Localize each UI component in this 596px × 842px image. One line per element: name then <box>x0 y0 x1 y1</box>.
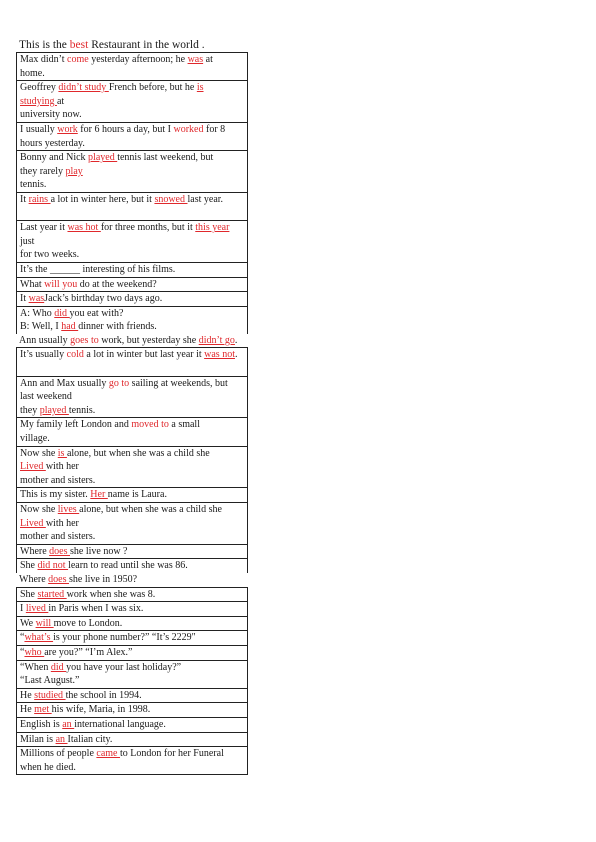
sentence-text: Where <box>20 545 50 557</box>
answer-text: was hot <box>67 222 101 234</box>
answer-text: did <box>54 307 70 319</box>
exercise-row <box>17 377 247 419</box>
sentence-line <box>20 278 245 292</box>
answer-text: was <box>28 293 45 305</box>
answer-text: didn’t study <box>58 82 109 94</box>
answer-text: did <box>50 661 67 673</box>
sentence-text: . <box>234 349 238 361</box>
sentence-line <box>20 95 245 109</box>
sentence-text: for three months, but it <box>100 222 196 234</box>
sentence-text: English is <box>20 718 63 730</box>
exercise-list <box>16 52 248 775</box>
sentence-line <box>20 320 245 334</box>
sentence-text: learn to read until she was 86. <box>68 560 188 572</box>
answer-text: come <box>67 54 89 65</box>
sentence-text: home. <box>20 67 45 79</box>
exercise-row <box>17 278 247 293</box>
sentence-text: move to London. <box>53 617 123 629</box>
answer-text: goes to <box>70 334 99 346</box>
sentence-line <box>20 718 245 732</box>
sentence-text: his wife, Maria, in 1998. <box>51 704 151 716</box>
sentence-text: She <box>20 588 38 600</box>
exercise-table <box>16 587 248 776</box>
sentence-line <box>20 689 245 703</box>
sentence-text: It’s usually <box>20 349 67 361</box>
sentence-text: is your phone number?” “It’s 2229" <box>53 632 196 644</box>
answer-text: was not <box>204 349 235 361</box>
answer-text: an <box>55 733 68 745</box>
sentence-text: What <box>20 278 45 290</box>
sentence-text: just <box>20 235 35 247</box>
exercise-row <box>17 348 247 376</box>
exercise-row <box>17 307 247 334</box>
exercise-table <box>16 347 248 573</box>
exercise-row <box>17 503 247 545</box>
sentence-text: hours yesterday. <box>20 137 85 149</box>
sentence-line <box>20 307 245 321</box>
sentence-line <box>20 263 245 277</box>
exercise-row <box>17 661 247 689</box>
sentence-text: He <box>20 689 35 701</box>
exercise-row <box>17 718 247 733</box>
sentence-text: tennis last weekend, but <box>117 152 214 164</box>
sentence-text: with her <box>45 517 79 529</box>
sentence-line <box>20 348 245 362</box>
sentence-line <box>20 747 245 761</box>
sentence-text: for 8 <box>203 123 226 135</box>
answer-text: played <box>88 152 118 164</box>
exercise-row <box>17 747 247 774</box>
sentence-line <box>20 123 245 137</box>
answer-text: Her <box>90 489 108 501</box>
sentence-text: dinner with friends. <box>78 321 157 333</box>
answer-text: worked <box>173 123 204 135</box>
exercise-row <box>17 447 247 489</box>
sentence-text: do at the weekend? <box>77 278 157 290</box>
sentence-text: in Paris when I was six. <box>48 603 144 615</box>
exercise-row <box>17 559 247 573</box>
sentence-text: . <box>234 334 238 346</box>
sentence-text: Milan is <box>20 733 56 745</box>
exercise-row <box>17 588 247 603</box>
exercise-line <box>16 573 248 587</box>
answer-text: came <box>96 748 120 760</box>
sentence-text: “ <box>20 646 25 658</box>
sentence-line <box>20 517 245 531</box>
sentence-line <box>20 432 245 446</box>
sentence-text: Last year it <box>20 222 68 234</box>
sentence-text: B: Well, I <box>20 321 62 333</box>
sentence-text: Ann usually <box>19 334 71 346</box>
answer-text: lived <box>25 603 49 615</box>
sentence-line <box>20 488 245 502</box>
answer-text: studying <box>20 95 57 107</box>
sentence-line <box>19 573 246 587</box>
sentence-text: tennis. <box>68 404 96 416</box>
answer-text: will <box>35 617 54 629</box>
answer-text: Lived <box>20 517 46 529</box>
exercise-row <box>17 418 247 446</box>
sentence-text: Ann and Max usually <box>20 377 109 389</box>
sentence-line <box>20 474 245 488</box>
sentence-text: French before, but he <box>108 82 197 94</box>
sentence-text: a lot in winter but last year it <box>83 349 205 361</box>
exercise-row <box>17 733 247 748</box>
sentence-text: a small <box>168 419 200 431</box>
sentence-line <box>20 418 245 432</box>
sentence-text: at <box>56 95 65 107</box>
sentence-text: I <box>20 603 26 615</box>
answer-text: played <box>39 404 69 416</box>
sentence-line <box>20 733 245 747</box>
answer-text: is <box>196 82 204 94</box>
blank-line <box>20 362 245 376</box>
sentence-text: tennis. <box>20 179 47 191</box>
sentence-text: they <box>20 404 40 416</box>
exercise-row <box>17 631 247 646</box>
sentence-text: you eat with? <box>69 307 124 319</box>
sentence-line <box>20 661 245 675</box>
sentence-text: Millions of people <box>20 748 97 760</box>
sentence-text: mother and sisters. <box>20 474 96 486</box>
sentence-text: international language. <box>74 718 166 730</box>
exercise-row <box>17 81 247 123</box>
sentence-line <box>20 545 245 559</box>
answer-text: go to <box>108 377 130 389</box>
sentence-line <box>20 81 245 95</box>
sentence-text: sailing at weekends, but <box>129 377 228 389</box>
sentence-text: to London for her Funeral <box>119 748 224 760</box>
sentence-line <box>19 334 246 348</box>
sentence-text: the school in 1994. <box>65 689 142 701</box>
sentence-text: last year. <box>187 193 224 205</box>
sentence-line <box>20 221 245 235</box>
sentence-line <box>20 377 245 391</box>
sentence-line <box>20 108 245 122</box>
exercise-row <box>17 646 247 661</box>
answer-text: was <box>187 54 204 65</box>
answer-text: an <box>62 718 75 730</box>
sentence-text: Now she <box>20 504 58 515</box>
sentence-line <box>20 674 245 688</box>
sentence-text: It’s the ______ interesting of his films. <box>20 263 176 275</box>
answer-text: snowed <box>154 193 188 205</box>
sentence-line <box>20 646 245 660</box>
answer-text: what’s <box>24 632 54 644</box>
sentence-text: alone, but when she was a child she <box>79 504 222 515</box>
answer-text: studied <box>34 689 66 701</box>
sentence-text: “Last August.” <box>20 675 80 687</box>
exercise-row <box>17 602 247 617</box>
sentence-text: are you?” “I’m Alex.” <box>44 646 133 658</box>
sentence-text: when he died. <box>20 761 76 773</box>
exercise-row <box>17 689 247 704</box>
exercise-row <box>17 53 247 81</box>
sentence-line <box>20 235 245 249</box>
sentence-text: Restaurant in the world . <box>88 39 205 51</box>
sentence-line <box>20 703 245 717</box>
exercise-row <box>17 193 247 221</box>
sentence-text: Geoffrey <box>20 82 59 94</box>
sentence-line <box>20 503 245 517</box>
answer-text: met <box>34 704 52 716</box>
answer-text: had <box>61 321 79 333</box>
sentence-line <box>20 404 245 418</box>
sentence-text: she live in 1950? <box>69 573 138 585</box>
answer-text: play <box>65 165 83 177</box>
answer-text: Lived <box>20 461 46 473</box>
sentence-line <box>20 631 245 645</box>
sentence-text: they rarely <box>20 165 66 177</box>
sentence-text: name is Laura. <box>107 489 167 501</box>
answer-text: will you <box>44 278 78 290</box>
exercise-row <box>17 123 247 151</box>
answer-text: is <box>57 447 67 459</box>
sentence-text: He <box>20 704 35 716</box>
answer-text: this year <box>195 222 230 234</box>
exercise-row <box>17 545 247 560</box>
sentence-text: alone, but when she was a child she <box>66 447 210 459</box>
sentence-line <box>20 617 245 631</box>
sentence-line <box>20 530 245 544</box>
sentence-line <box>20 137 245 151</box>
sentence-text: My family left London and <box>20 419 132 431</box>
sentence-text: a lot in winter here, but it <box>50 193 155 205</box>
sentence-text: A: Who <box>20 307 55 319</box>
sentence-text: “ <box>20 632 25 644</box>
sentence-text: Italian city. <box>67 733 113 745</box>
exercise-row <box>17 263 247 278</box>
sentence-line <box>20 248 245 262</box>
sentence-text: last weekend <box>20 391 72 403</box>
sentence-line <box>20 460 245 474</box>
sentence-line <box>20 193 245 207</box>
sentence-line <box>20 602 245 616</box>
answer-text: does <box>48 573 69 585</box>
sentence-text: Max didn’t <box>20 54 68 65</box>
exercise-row <box>17 292 247 307</box>
blank-line <box>20 207 245 221</box>
answer-text: didn’t go <box>198 334 235 346</box>
sentence-text: She <box>20 560 38 572</box>
answer-text: rains <box>28 193 51 205</box>
exercise-row <box>17 617 247 632</box>
sentence-text: for 6 hours a day, but I <box>77 123 174 135</box>
sentence-text: with her <box>45 461 79 473</box>
sentence-line <box>20 559 245 573</box>
sentence-text: Jack’s birthday two days ago. <box>44 293 163 305</box>
worksheet <box>16 38 248 775</box>
exercise-row <box>17 703 247 718</box>
sentence-text: work when she was 8. <box>66 588 156 600</box>
sentence-text: she live now ? <box>70 545 128 557</box>
sentence-line <box>20 292 245 306</box>
sentence-text: university now. <box>20 109 82 121</box>
sentence-text: Where <box>19 573 49 585</box>
answer-text: who <box>24 646 45 658</box>
worksheet-title <box>16 38 248 52</box>
answer-text: lives <box>57 504 80 515</box>
sentence-text: “When <box>20 661 51 673</box>
answer-text: does <box>49 545 70 557</box>
sentence-text: village. <box>20 433 50 445</box>
exercise-row <box>17 488 247 503</box>
sentence-text: Now she <box>20 447 58 459</box>
answer-text: best <box>69 39 89 51</box>
answer-text: moved to <box>131 419 169 431</box>
answer-text: cold <box>66 349 84 361</box>
exercise-row <box>17 151 247 193</box>
sentence-line <box>20 53 245 67</box>
sentence-text: at <box>203 54 213 65</box>
answer-text: started <box>37 588 67 600</box>
sentence-text: This is the <box>19 39 70 51</box>
sentence-text: yesterday afternoon; he <box>88 54 188 65</box>
sentence-text: I usually <box>20 123 58 135</box>
sentence-line <box>20 761 245 775</box>
sentence-text: It <box>20 293 29 305</box>
sentence-line <box>20 67 245 81</box>
sentence-text: This is my sister. <box>20 489 91 501</box>
sentence-text: It <box>20 193 29 205</box>
sentence-line <box>20 390 245 404</box>
sentence-text: mother and sisters. <box>20 531 96 543</box>
exercise-table <box>16 52 248 334</box>
exercise-line <box>16 334 248 348</box>
sentence-text: We <box>20 617 36 629</box>
sentence-text: work, but yesterday she <box>98 334 199 346</box>
exercise-row <box>17 221 247 263</box>
sentence-line <box>20 178 245 192</box>
answer-text: did not <box>37 560 69 572</box>
sentence-text: for two weeks. <box>20 249 80 261</box>
sentence-line <box>20 165 245 179</box>
sentence-text: you have your last holiday?” <box>66 661 182 673</box>
sentence-line <box>20 151 245 165</box>
answer-text: work <box>57 123 78 135</box>
sentence-line <box>20 447 245 461</box>
sentence-line <box>20 588 245 602</box>
sentence-text: Bonny and Nick <box>20 152 89 164</box>
